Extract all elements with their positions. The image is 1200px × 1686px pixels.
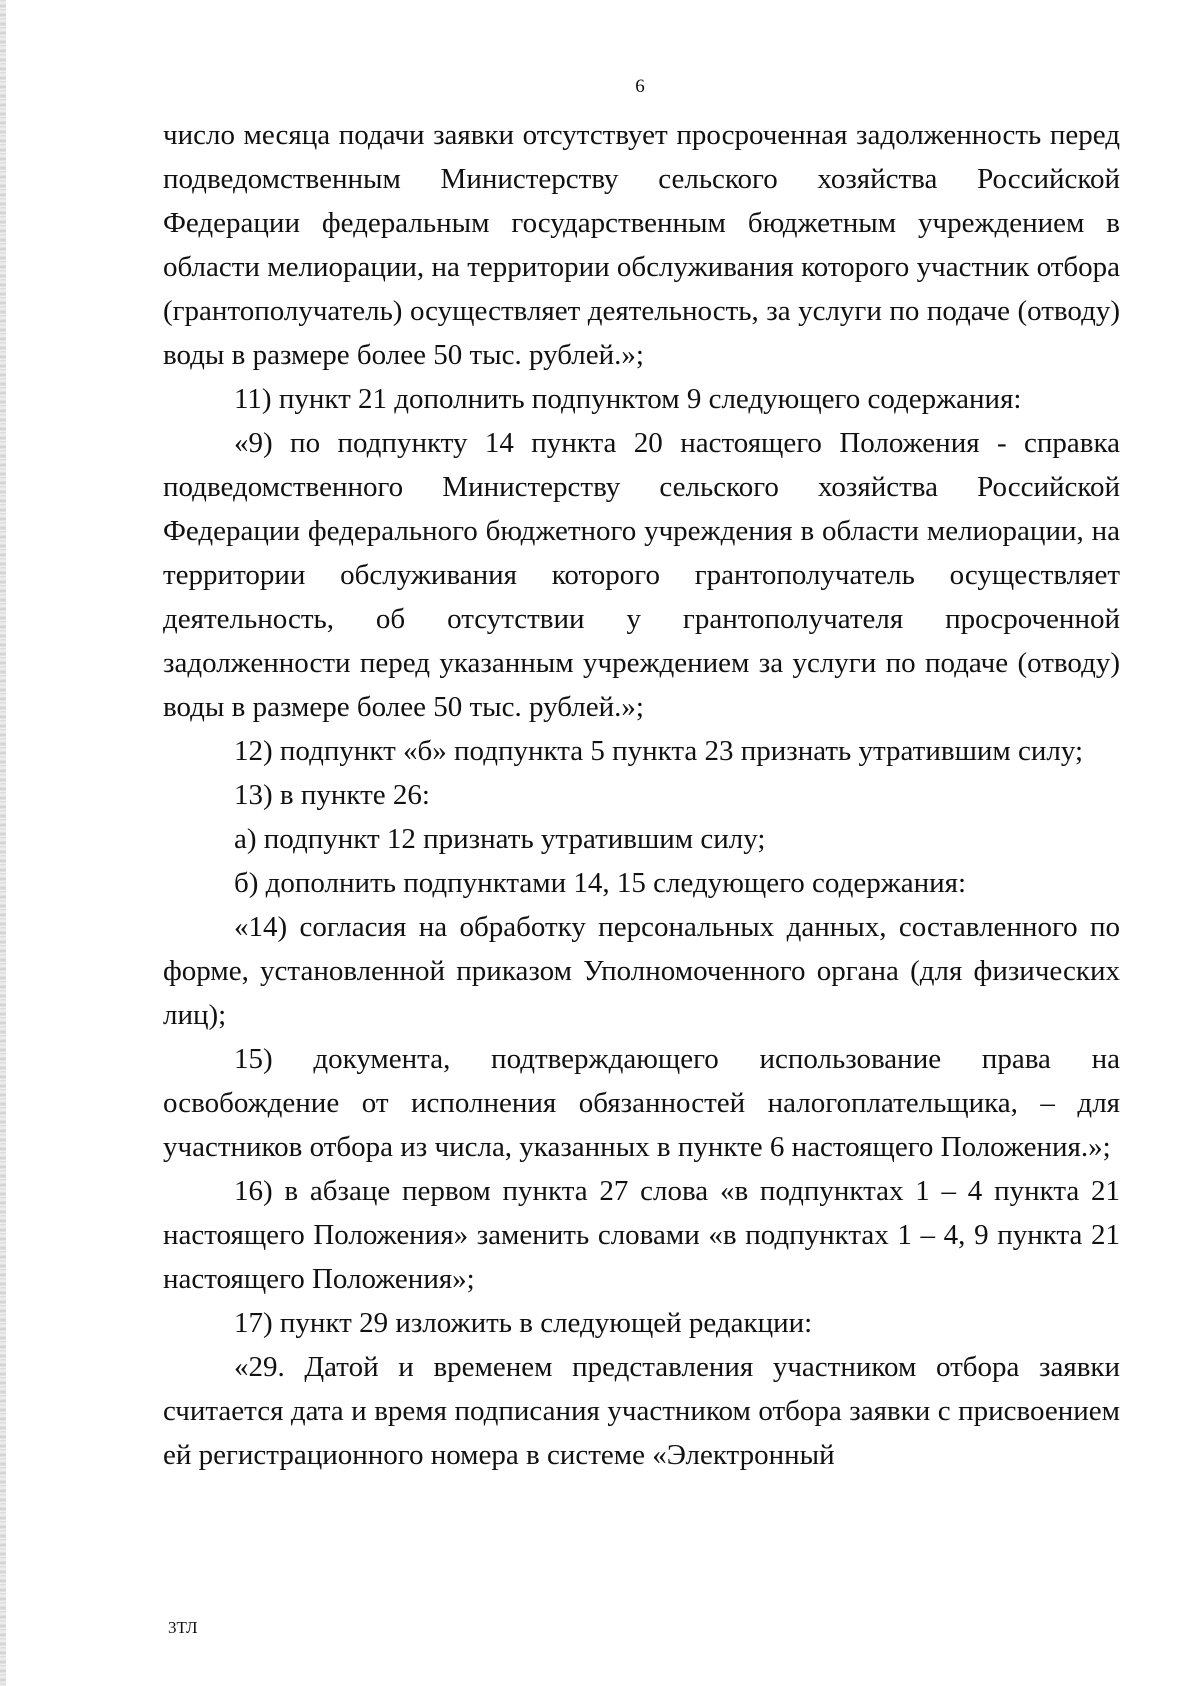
paragraph-item-17: 17) пункт 29 изложить в следующей редакции: [234, 1307, 813, 1339]
paragraph-subitem-14: «14) согласия на обработку персональных данных, составленного по форме, установленной приказом Уполномоченного органа (для физических лиц); [163, 911, 1120, 1031]
paragraph-item-11: 11) пункт 21 дополнить подпунктом 9 следующего содержания: [234, 383, 1022, 415]
paragraph-item-13b: б) дополнить подпунктами 14, 15 следующего содержания: [234, 867, 967, 899]
paragraph-point-29: «29. Датой и временем представления участником отбора заявки считается дата и время подписания участником отбора заявки с присвоением ей регистрационного номера в системе «Электронный [163, 1351, 1120, 1471]
paragraph-item-13: 13) в пункте 26: [234, 779, 430, 811]
paragraph-subitem-9: «9) по подпункту 14 пункта 20 настоящего Положения - справка подведомственного Министерству сельского хозяйства Российской Федерации федерального бюджетного учреждения в области мелиорации, на территории обслуживания которого грантополучатель осуществляет деятельность, об отсутствии у грантополучателя просроченной задолженности перед указанным учреждением за услуги по подаче (отводу) воды в размере более 50 тыс. рублей.»; [163, 427, 1120, 723]
paragraph-item-16: 16) в абзаце первом пункта 27 слова «в подпунктах 1 – 4 пункта 21 настоящего Положения» заменить словами «в подпунктах 1 – 4, 9 пункта 21 настоящего Положения»; [163, 1175, 1120, 1295]
paragraph-subitem-15: 15) документа, подтверждающего использование права на освобождение от исполнения обязанностей налогоплательщика, – для участников отбора из числа, указанных в пункте 6 настоящего Положения.»; [163, 1043, 1120, 1163]
paragraph-item-12: 12) подпункт «б» подпункта 5 пункта 23 признать утратившим силу; [234, 735, 1084, 767]
footer-code: 3ТЛ [168, 1618, 198, 1637]
document-body [163, 113, 1120, 1477]
paragraph-continuation: число месяца подачи заявки отсутствует просроченная задолженность перед подведомственным Министерству сельского хозяйства Российской Федерации федеральным государственным бюджетным учреждением в области мелиорации, на территории обслуживания которого участник отбора (грантополучатель) осуществляет деятельность, за услуги по подаче (отводу) воды в размере более 50 тыс. рублей.»; [163, 119, 1120, 371]
scan-edge [0, 0, 6, 1686]
paragraph-item-13a: а) подпункт 12 признать утратившим силу; [234, 823, 766, 855]
page-number: 6 [635, 76, 645, 97]
